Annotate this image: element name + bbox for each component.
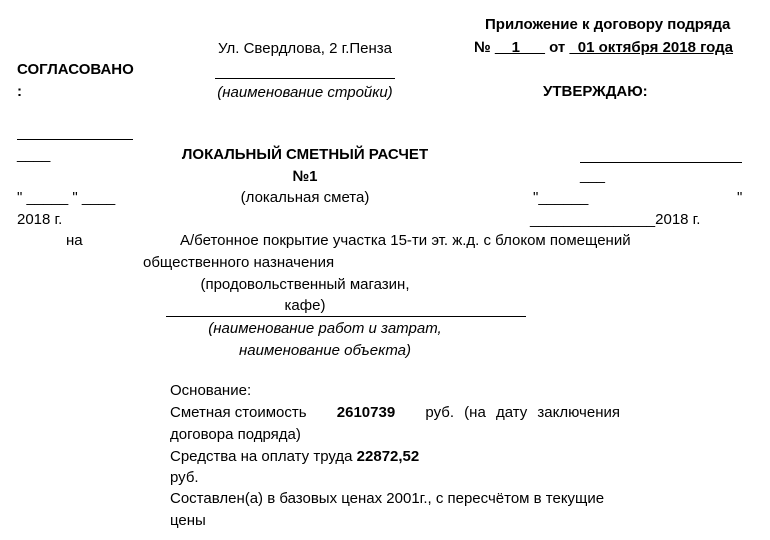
approval-right-year: _______________2018 г. bbox=[530, 211, 701, 228]
basis-wage-value: 22872,52 bbox=[356, 448, 420, 465]
work-underline bbox=[166, 316, 526, 317]
basis-cost-value: 2610739 bbox=[336, 404, 396, 421]
site-underline bbox=[215, 78, 395, 79]
basis-wage-label: Средства на оплату труда bbox=[170, 448, 353, 465]
document-subtitle: (локальная смета) bbox=[240, 189, 370, 206]
basis-prices-line-2: цены bbox=[170, 512, 206, 529]
approval-right-date-close: " bbox=[737, 189, 743, 206]
appendix-number-line bbox=[474, 39, 733, 57]
work-line-3: (продовольственный магазин, bbox=[200, 276, 410, 293]
basis-label: Основание: bbox=[170, 382, 252, 399]
work-caption-2: наименование объекта) bbox=[239, 342, 411, 359]
site-caption: (наименование стройки) bbox=[217, 84, 393, 101]
approval-left-colon: : bbox=[17, 83, 22, 100]
appendix-number-prefix: № bbox=[474, 39, 491, 56]
basis-cost-label: Сметная стоимость bbox=[170, 404, 307, 421]
work-caption-1: (наименование работ и затрат, bbox=[208, 320, 442, 337]
work-line-2: общественного назначения bbox=[143, 254, 335, 271]
document-title: ЛОКАЛЬНЫЙ СМЕТНЫЙ РАСЧЕТ bbox=[181, 146, 429, 163]
approval-right-heading: УТВЕРЖДАЮ: bbox=[543, 83, 648, 100]
work-line-1: А/бетонное покрытие участка 15-ти эт. ж.д. с блоком помещений bbox=[180, 232, 631, 249]
approval-left-heading: СОГЛАСОВАНО bbox=[17, 61, 134, 78]
basis-cost-suffix-2: договора подряда) bbox=[170, 426, 301, 443]
basis-wage-unit: руб. bbox=[170, 469, 199, 486]
basis-prices-line-1: Составлен(а) в базовых ценах 2001г., с пересчётом в текущие bbox=[170, 490, 605, 507]
site-address: Ул. Свердлова, 2 г.Пенза bbox=[217, 40, 393, 57]
appendix-number: __1___ bbox=[494, 39, 545, 56]
work-prefix: на bbox=[66, 232, 83, 249]
approval-left-underscore: ____ bbox=[17, 146, 51, 163]
approval-right-date-open: "______ bbox=[533, 189, 589, 206]
appendix-from: от bbox=[549, 39, 566, 56]
approval-right-underscore: ___ bbox=[580, 167, 606, 184]
basis-cost-line bbox=[170, 404, 620, 422]
approval-left-year: 2018 г. bbox=[17, 211, 63, 228]
work-line-4: кафе) bbox=[284, 297, 326, 314]
document-number: №1 bbox=[292, 168, 318, 185]
appendix-title: Приложение к договору подряда bbox=[485, 16, 731, 33]
approval-right-signature-line bbox=[580, 162, 742, 163]
appendix-date: _01 октября 2018 года bbox=[569, 39, 733, 56]
approval-left-signature-line bbox=[17, 139, 133, 140]
approval-left-date-line: " _____ " ____ bbox=[17, 189, 116, 206]
basis-wage-line bbox=[170, 448, 419, 466]
basis-cost-suffix: руб. (на дату заключения bbox=[425, 404, 620, 421]
